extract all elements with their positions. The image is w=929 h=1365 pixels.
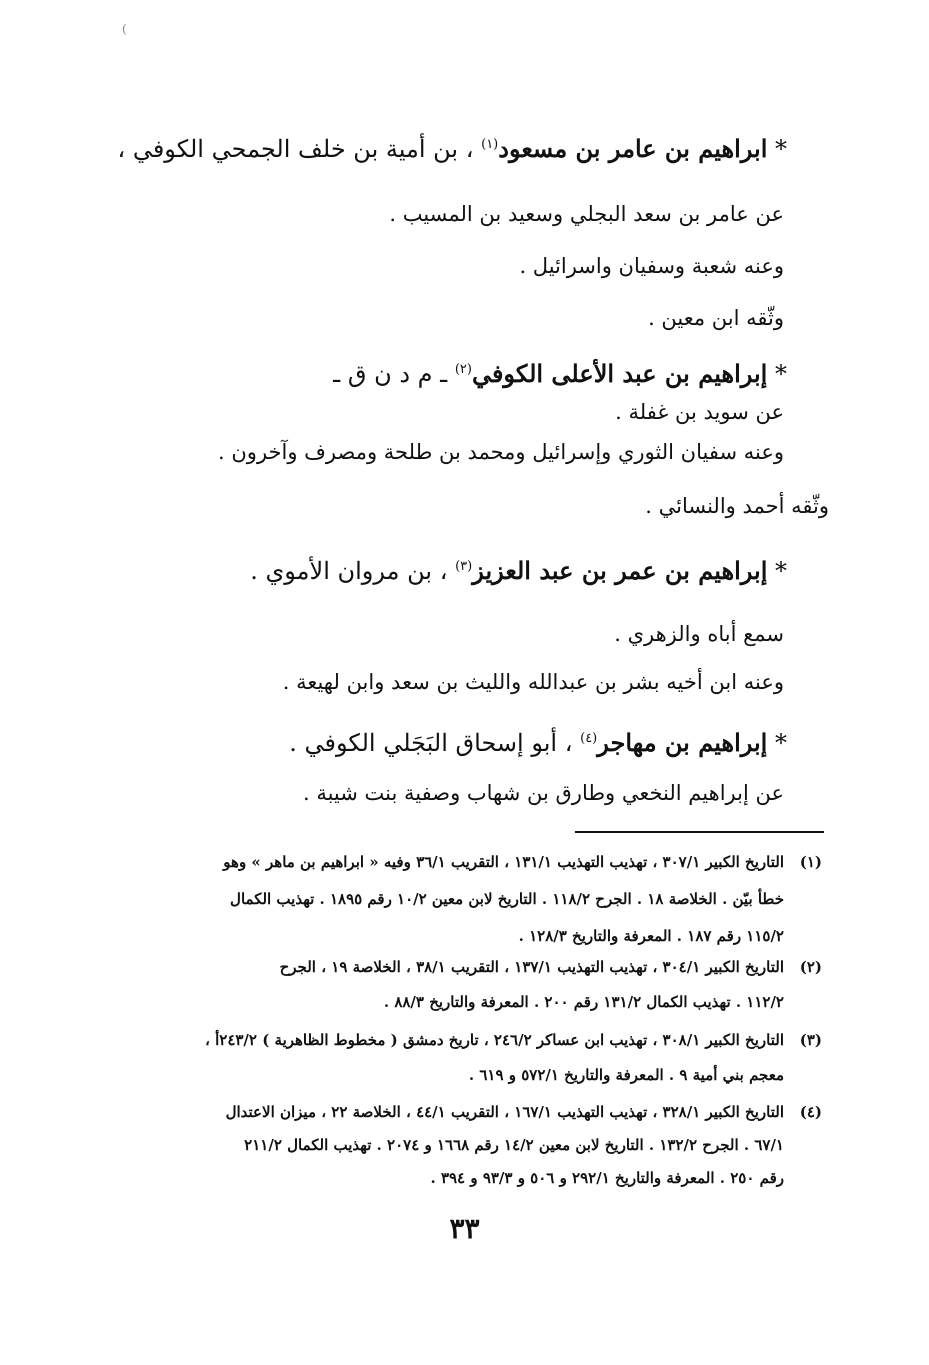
footnote-4-line-3: رقم ٢٥٠ . المعرفة والتاريخ ٢٩٢/١ و ٥٠٦ و ٩٣/٣ و ٣٩٤ . [430, 1169, 784, 1187]
footnote-1-line-3: ١١٥/٢ رقم ١٨٧ . المعرفة والتاريخ ١٢٨/٣ . [518, 927, 784, 945]
footnote-3-number: (٣) [799, 1031, 822, 1049]
entry-1-heading [117, 135, 787, 164]
entry-1-line-2: وعنه شعبة وسفيان واسرائيل . [519, 254, 784, 278]
entry-2-rest: ـ م د ن ق ـ [333, 360, 448, 388]
bullet-mark: * [775, 729, 787, 757]
entry-3-line-2: وعنه ابن أخيه بشر بن عبدالله والليث بن سعد وابن لهيعة . [282, 670, 784, 694]
footnote-3-line-2: معجم بني أمية ٩ . المعرفة والتاريخ ٥٧٢/١ و ٦١٩ . [468, 1066, 784, 1084]
footnote-4-line-2: ٦٧/١ . الجرح ١٣٢/٢ . التاريخ لابن معين ١٤/٢ رقم ١٦٦٨ و ٢٠٧٤ . تهذيب الكمال ٢١١/٢ [244, 1136, 784, 1154]
entry-1-line-1: عن عامر بن سعد البجلي وسعيد بن المسيب . [389, 202, 784, 226]
entry-3-name: إبراهيم بن عمر بن عبد العزيز [472, 556, 768, 585]
footnote-2-line-1: التاريخ الكبير ٣٠٤/١ ، تهذيب التهذيب ١٣٧/١ ، التقريب ٣٨/١ ، الخلاصة ١٩ ، الجرح [279, 958, 784, 976]
footnote-4-number: (٤) [799, 1103, 822, 1121]
footnote-4-line-1: التاريخ الكبير ٣٢٨/١ ، تهذيب التهذيب ١٦٧/١ ، التقريب ٤٤/١ ، الخلاصة ٢٢ ، ميزان الاعتدال [225, 1103, 784, 1121]
entry-2-line-1: عن سويد بن غفلة . [615, 400, 784, 424]
bullet-mark: * [775, 557, 787, 585]
entry-2-line-2: وعنه سفيان الثوري وإسرائيل ومحمد بن طلحة ومصرف وآخرون . [218, 440, 784, 464]
bullet-mark: * [775, 360, 787, 388]
footnote-2-number: (٢) [799, 958, 822, 976]
entry-3-line-1: سمع أباه والزهري . [614, 622, 784, 646]
entry-4-line-1: عن إبراهيم النخعي وطارق بن شهاب وصفية بنت شيبة . [302, 781, 784, 805]
margin-mark: ( [122, 22, 127, 36]
entry-3-heading [250, 557, 787, 586]
entry-2-name: إبراهيم بن عبد الأعلى الكوفي [471, 359, 768, 388]
entry-4-note-ref: (٤) [580, 731, 598, 746]
footnote-2-line-2: ١١٢/٢ . تهذيب الكمال ١٣١/٢ رقم ٢٠٠ . المعرفة والتاريخ ٨٨/٣ . [383, 993, 784, 1011]
footnote-divider [575, 831, 824, 833]
entry-2-line-3: وثّقه أحمد والنسائي . [645, 494, 829, 518]
footnote-3-line-1: التاريخ الكبير ٣٠٨/١ ، تهذيب ابن عساكر ٢٤٦/٢ ، تاريخ دمشق ( مخطوط الظاهرية ) ٢٤٣/٢أ ، [205, 1031, 784, 1049]
footnote-1-line-1: التاريخ الكبير ٣٠٧/١ ، تهذيب التهذيب ١٣١/١ ، التقريب ٣٦/١ وفيه « ابراهيم بن ماهر » وهو [223, 853, 784, 871]
entry-3-note-ref: (٣) [455, 559, 473, 574]
entry-1-name: ابراهيم بن عامر بن مسعود [498, 134, 768, 163]
footnote-1-number: (١) [799, 853, 822, 871]
entry-2-note-ref: (٢) [454, 362, 472, 377]
entry-4-name: إبراهيم بن مهاجر [597, 728, 768, 757]
entry-4-heading [289, 729, 787, 758]
entry-4-rest: ، أبو إسحاق البَجَلي الكوفي . [289, 729, 573, 757]
entry-3-rest: ، بن مروان الأموي . [250, 557, 448, 585]
entry-1-line-3: وثّقه ابن معين . [648, 306, 784, 330]
entry-1-note-ref: (١) [481, 137, 499, 152]
page-number: ٣٣ [449, 1212, 480, 1245]
entry-1-rest: ، بن أمية بن خلف الجمحي الكوفي ، [117, 135, 474, 163]
bullet-mark: * [775, 135, 787, 163]
entry-2-heading [333, 360, 787, 389]
footnote-1-line-2: خطأ بيّن . الخلاصة ١٨ . الجرح ١١٨/٢ . التاريخ لابن معين ١٠/٢ رقم ١٨٩٥ . تهذيب الكمال [230, 890, 784, 908]
